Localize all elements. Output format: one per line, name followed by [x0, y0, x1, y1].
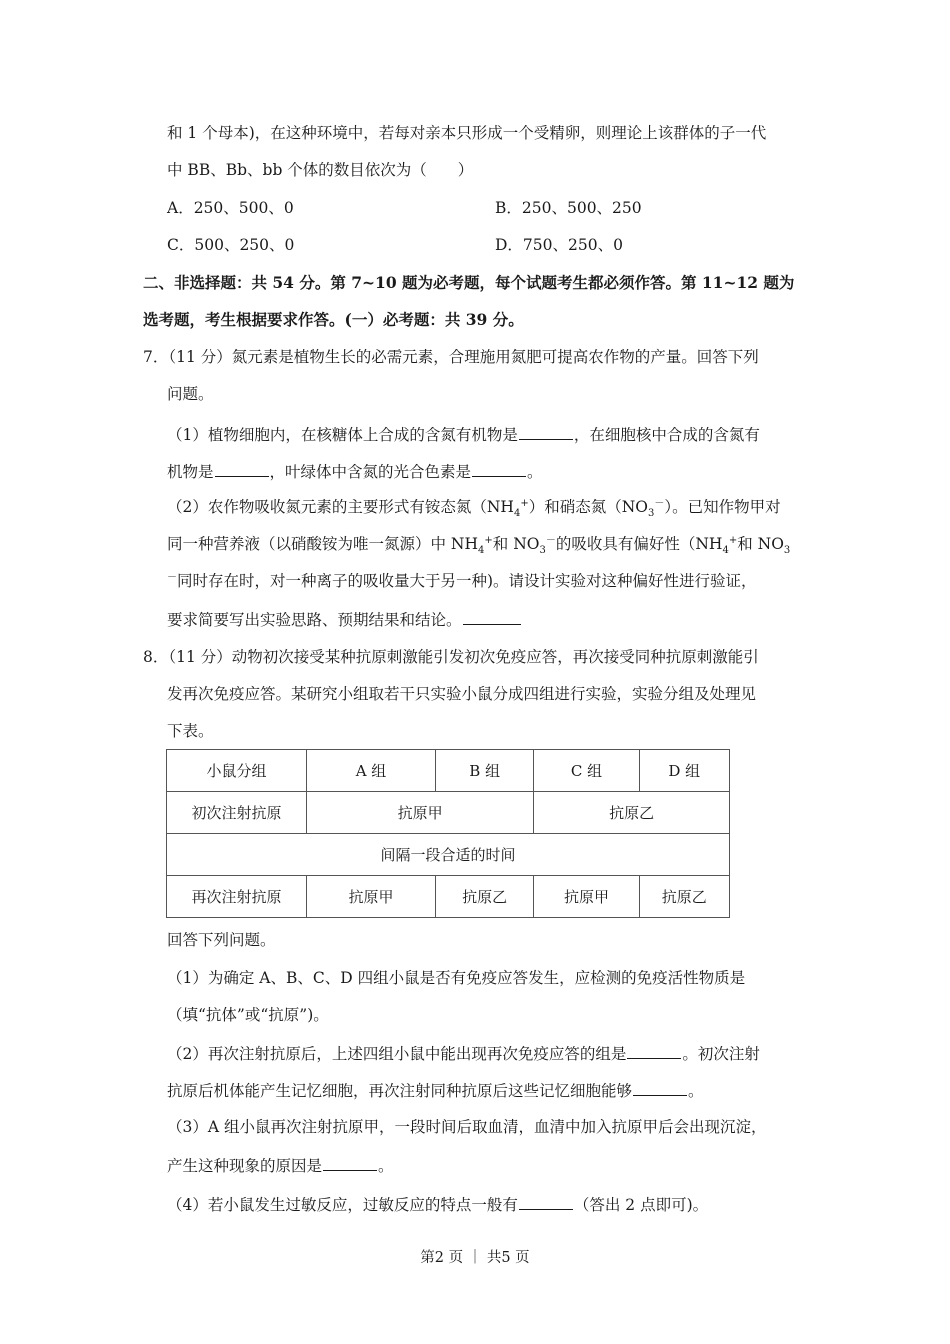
- q8-part4-text-b: （答出 2 点即可)。: [573, 1196, 709, 1214]
- subscript: 4: [513, 508, 521, 520]
- table-header-cell: A 组: [306, 750, 435, 792]
- q7-part2-line3: [167, 571, 757, 591]
- q8-part3-line2: [167, 1154, 394, 1176]
- q6-option-d: D．750、250、0: [495, 236, 623, 254]
- q8-stem-line1: 8．（11 分）动物初次接受某种抗原刺激能引发初次免疫应答，再次接受同种抗原刺激能引: [143, 648, 759, 666]
- table-header-cell: D 组: [639, 750, 729, 792]
- q7-stem-line1: 7．（11 分）氮元素是植物生长的必需元素，合理施用氮肥可提高农作物的产量。回答下列: [143, 348, 759, 366]
- q7-part2-line1: [167, 497, 781, 520]
- table-row: [167, 876, 730, 918]
- answer-blank: [323, 1154, 377, 1171]
- q7-part2-text-g: 和 NO: [737, 535, 784, 553]
- q8-answer-intro: 回答下列问题。: [167, 931, 276, 949]
- page-footer: 第2 页 ｜ 共5 页: [420, 1250, 530, 1266]
- q7-part2-line4: [167, 608, 522, 630]
- answer-blank: [633, 1079, 687, 1096]
- q8-part1-line1: （1）为确定 A、B、C、D 四组小鼠是否有免疫应答发生，应检测的免疫活性物质是: [167, 969, 746, 987]
- q7-part2-line2: [167, 534, 791, 557]
- q8-part3-text-b: 产生这种现象的原因是: [167, 1157, 323, 1175]
- q8-stem-line3: 下表。: [167, 722, 214, 740]
- table-row: [167, 834, 730, 876]
- q8-part3-line1: （3）A 组小鼠再次注射抗原甲，一段时间后取血清，血清中加入抗原甲后会出现沉淀，: [167, 1118, 767, 1136]
- q6-option-b: B．250、500、250: [495, 199, 642, 217]
- q7-part1-text-d: ，叶绿体中含氮的光合色素是: [269, 463, 472, 481]
- q8-part2-text-b: 。初次注射: [682, 1045, 760, 1063]
- q6-stem-line2: 中 BB、Bb、bb 个体的数目依次为（ ）: [167, 161, 474, 179]
- q8-part2-line2: [167, 1079, 704, 1101]
- q7-part2-text-f: 的吸收具有偏好性（NH: [555, 535, 723, 553]
- q8-part3-text-c: 。: [378, 1157, 394, 1175]
- q8-part4-text-a: （4）若小鼠发生过敏反应，过敏反应的特点一般有: [167, 1196, 518, 1214]
- q7-part2-text-b: ）和硝态氮（NO: [528, 498, 648, 516]
- table-cell: 初次注射抗原: [167, 792, 307, 834]
- table-row: [167, 750, 730, 792]
- table-cell: 抗原乙: [639, 876, 729, 918]
- superscript: +: [728, 534, 738, 546]
- q8-part2-text-d: 。: [688, 1082, 704, 1100]
- q8-part1-line2: （填“抗体”或“抗原”)。: [167, 1006, 329, 1024]
- table-cell: 抗原乙: [534, 792, 730, 834]
- q7-part2-text-h: 同时存在时，对一种离子的吸收量大于另一种)。请设计实验对这种偏好性进行验证，: [177, 572, 757, 590]
- q7-part1-text-e: 。: [527, 463, 543, 481]
- subscript: 4: [478, 545, 485, 557]
- superscript: －: [654, 497, 665, 509]
- q6-stem-line1: 和 1 个母本)，在这种环境中，若每对亲本只形成一个受精卵，则理论上该群体的子一代: [167, 124, 767, 142]
- table-header-cell: C 组: [534, 750, 639, 792]
- table-cell: 抗原乙: [436, 876, 534, 918]
- superscript: －: [167, 571, 177, 583]
- q7-part2-text-e: 和 NO: [492, 535, 540, 553]
- q7-part2-text-i: 要求简要写出实验思路、预期结果和结论。: [167, 611, 462, 629]
- q7-stem-line2: 问题。: [167, 385, 214, 403]
- subscript: 3: [648, 508, 655, 520]
- q8-part2-text-c: 抗原后机体能产生记忆细胞，再次注射同种抗原后这些记忆细胞能够: [167, 1082, 633, 1100]
- table-cell: 抗原甲: [306, 792, 533, 834]
- q7-part2-text-d: 同一种营养液（以硝酸铵为唯一氮源）中 NH: [167, 535, 479, 553]
- q8-part4-line1: [167, 1193, 708, 1215]
- q8-part2-text-a: （2）再次注射抗原后，上述四组小鼠中能出现再次免疫应答的组是: [167, 1045, 627, 1063]
- subscript: 3: [783, 545, 791, 557]
- answer-blank: [519, 423, 573, 440]
- experiment-table: [166, 749, 730, 918]
- section2-heading-line2: 选考题，考生根据要求作答。(一）必考题：共 39 分。: [143, 310, 524, 329]
- q7-part1-text-c: 机物是: [167, 463, 214, 481]
- table-cell: 间隔一段合适的时间: [167, 834, 730, 876]
- answer-blank: [215, 460, 269, 477]
- q8-part2-line1: [167, 1042, 760, 1064]
- q7-part2-text-c: ）。已知作物甲对: [664, 498, 781, 516]
- q7-part1-text-a: （1）植物细胞内，在核糖体上合成的含氮有机物是: [167, 426, 518, 444]
- q8-stem-line2: 发再次免疫应答。某研究小组取若干只实验小鼠分成四组进行实验，实验分组及处理见: [167, 685, 757, 703]
- answer-blank: [627, 1042, 681, 1059]
- subscript: 3: [539, 545, 546, 557]
- q6-option-c: C．500、250、0: [167, 236, 295, 254]
- table-cell: 再次注射抗原: [167, 876, 307, 918]
- q7-part1-text-b: ，在细胞核中合成的含氮有: [573, 426, 760, 444]
- table-header-cell: B 组: [436, 750, 534, 792]
- q7-part1-line2: [167, 460, 543, 482]
- superscript: －: [545, 534, 556, 546]
- superscript: +: [520, 497, 529, 509]
- q7-part2-text-a: （2）农作物吸收氮元素的主要形式有铵态氮（NH: [167, 498, 514, 516]
- answer-blank: [463, 608, 521, 625]
- q6-option-a: A．250、500、0: [167, 199, 294, 217]
- table-header-cell: 小鼠分组: [167, 750, 307, 792]
- q7-part1-line1: [167, 423, 760, 445]
- subscript: 4: [722, 545, 729, 557]
- table-row: [167, 792, 730, 834]
- superscript: +: [484, 534, 493, 546]
- table-cell: 抗原甲: [306, 876, 435, 918]
- answer-blank: [519, 1193, 573, 1210]
- table-cell: 抗原甲: [534, 876, 639, 918]
- section2-heading-line1: 二、非选择题：共 54 分。第 7~10 题为必考题，每个试题考生都必须作答。第 11~12 题为: [143, 273, 795, 292]
- answer-blank: [472, 460, 526, 477]
